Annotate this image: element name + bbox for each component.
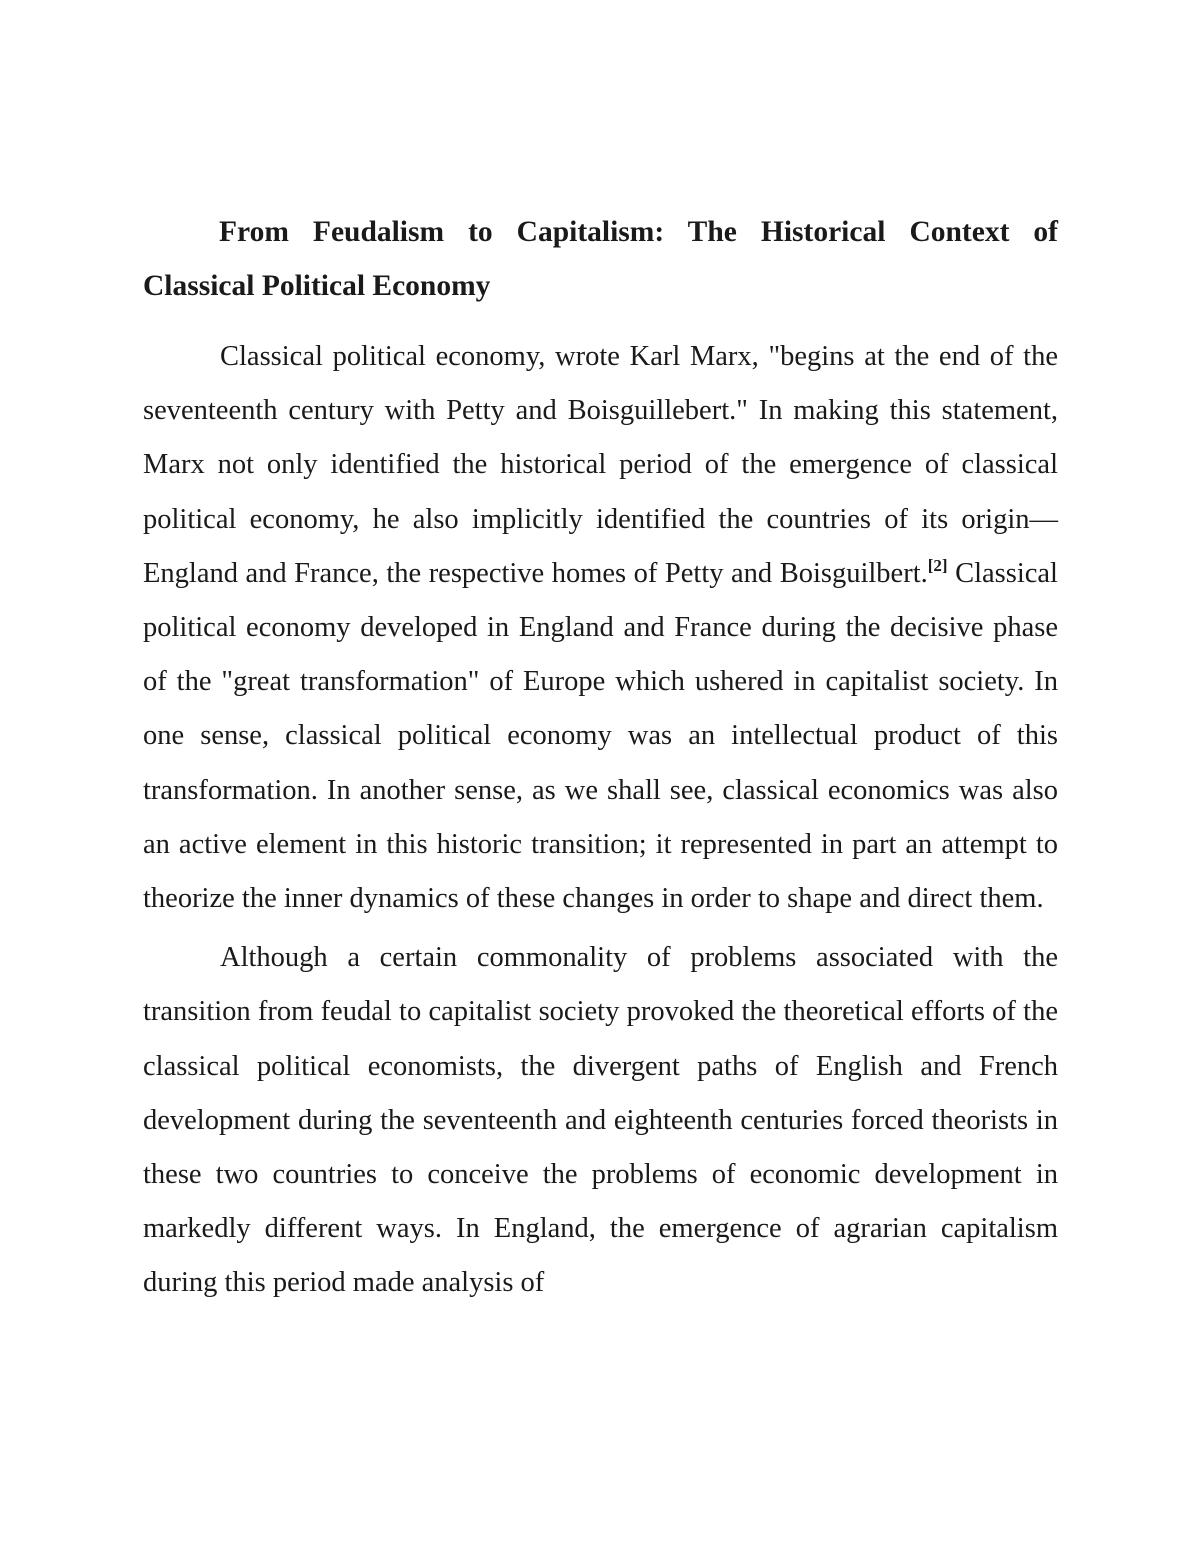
paragraph-2: Although a certain commonality of problems associated with the transition from feudal to capitalist society provoked the theoretical efforts of the classical political economists, the divergent paths of English and French development during the seventeenth and eighteenth centuries forced theorists in these two countries to conceive the problems of economic development in markedly different ways. In England, the emergence of agrarian capitalism during this period made analysis of (143, 942, 1058, 1299)
document-page (143, 205, 1058, 1311)
footnote-reference[interactable]: [2] (927, 555, 948, 575)
paragraph-1 (143, 330, 1058, 926)
section-title: From Feudalism to Capitalism: The Historical Context of Classical Political Economy (143, 216, 1058, 302)
paragraph-1-text-a: Classical political economy, wrote Karl Marx, "begins at the end of the seventeenth century with Petty and Boisguillebert." In making this statement, Marx not only identified the historical period of the emergence of classical political economy, he also implicitly identified the countries of its origin—England and France, the respective homes of Petty and Boisguilbert. (143, 341, 1058, 589)
paragraph-1-text-b: Classical political economy developed in England and France during the decisive phase of the "great transformation" of Europe which ushered in capitalist society. In one sense, classical political economy was an intellectual product of this transformation. In another sense, as we shall see, classical economics was also an active element in this historic transition; it represented in part an attempt to theorize the inner dynamics of these changes in order to shape and direct them. (143, 557, 1058, 915)
